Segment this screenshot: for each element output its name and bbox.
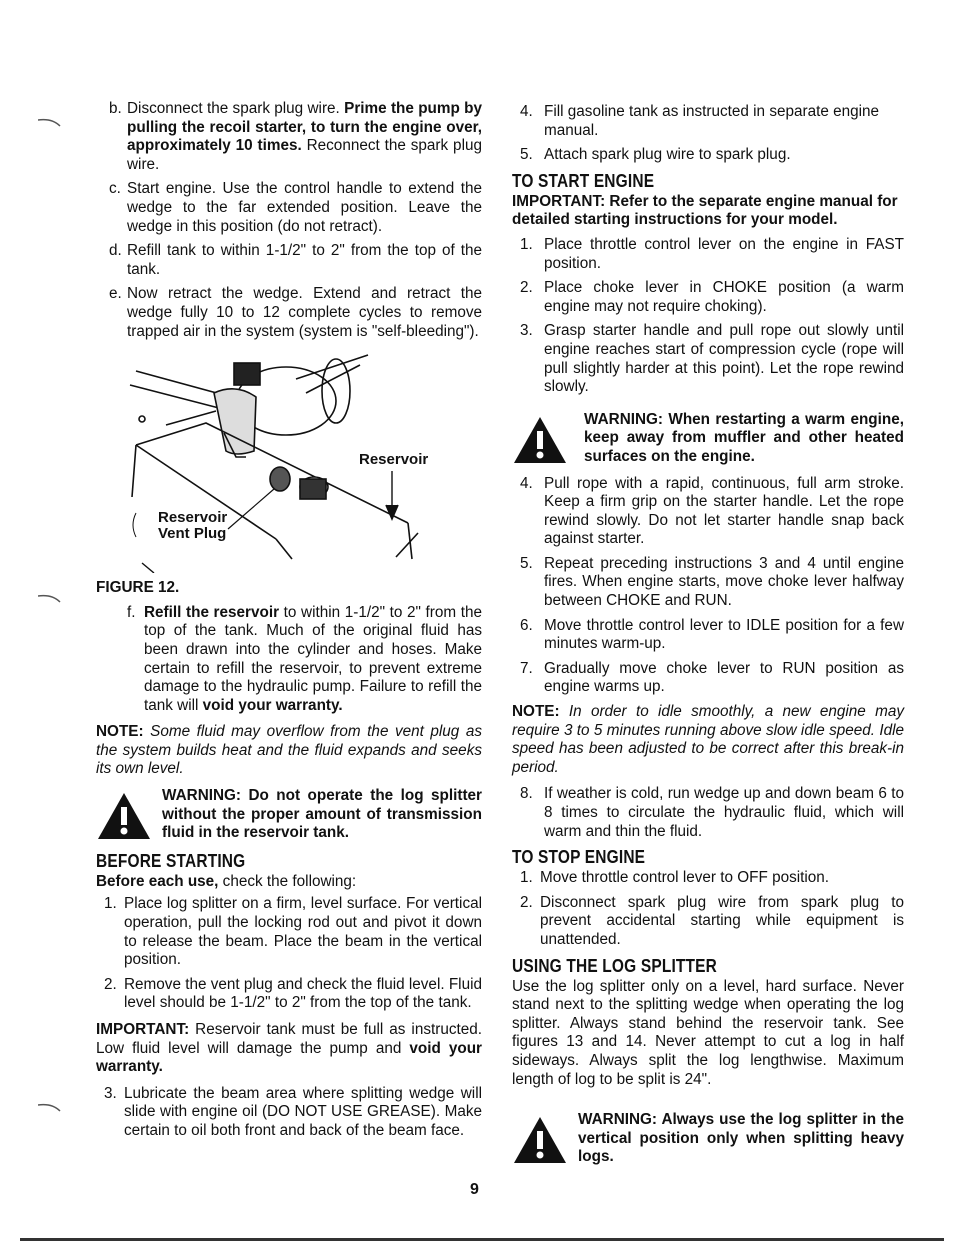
before-item-1: 1. Place log splitter on a firm, level surface. For vertical operation, pull the locking rod out and pivot it down to release the beam. Place the beam in the vertical position. — [104, 895, 482, 969]
before-item-2: 2. Remove the vent plug and check the fluid level. Fluid level should be 1-1/2" to 2" from the top of the tank. — [104, 975, 482, 1012]
heading-to-start-engine: TO START ENGINE — [512, 170, 655, 191]
label-vent-plug: Vent Plug — [158, 525, 227, 543]
using-paragraph: Use the log splitter only on a level, hard surface. Never stand next to the splitting wedge when operating the log splitter. Always stand behind the reservoir tank. See figures 13 and 14. Never attempt to cut a log in half sideways. Always split the log lengthwise. Maximum length of log to be split is 24". — [512, 977, 904, 1088]
warning-triangle-icon — [96, 791, 152, 841]
label-reservoir: Reservoir — [359, 451, 429, 469]
start-item-1: 1. Place throttle control lever on the engine in FAST position. — [520, 235, 904, 272]
note-overflow: NOTE: Some fluid may overflow from the vent plug as the system builds heat and the fluid expands and seeks its own level. — [96, 723, 482, 778]
start-item-7: 7. Gradually move choke lever to RUN position as engine warms up. — [520, 659, 904, 696]
margin-mark — [38, 594, 62, 604]
start-item-5: 5. Repeat preceding instructions 3 and 4 until engine fires. When engine starts, move choke lever halfway between CHOKE and RUN. — [520, 554, 904, 610]
warning-triangle-icon — [512, 415, 568, 465]
before-item-3: 3. Lubricate the beam area where splitting wedge will slide with engine oil (DO NOT USE GREASE). Make certain to oil both front and back of the beam face. — [104, 1084, 482, 1139]
figure-12-illustration — [96, 353, 482, 573]
warning-triangle-icon — [512, 1115, 568, 1165]
bottom-rule — [20, 1238, 944, 1241]
margin-mark — [38, 118, 62, 128]
heading-using-log-splitter: USING THE LOG SPLITTER — [512, 955, 718, 976]
heading-before-starting: BEFORE STARTING — [96, 850, 246, 871]
heading-to-stop-engine: TO STOP ENGINE — [512, 847, 646, 868]
step-d: d. Refill tank to within 1-1/2" to 2" from the top of the tank. — [109, 242, 482, 278]
left-column — [96, 100, 482, 1147]
important-reservoir: IMPORTANT: Reservoir tank must be full as instructed. Low fluid level will damage the pump and void your warranty. — [96, 1021, 482, 1076]
figure-caption: FIGURE 12. — [96, 579, 180, 597]
step-e: e. Now retract the wedge. Extend and retract the wedge fully 10 to 12 complete cycles to remove trapped air in the system (system is "self-bleeding"). — [109, 285, 482, 340]
warning-warm-engine: WARNING: When restarting a warm engine, keep away from muffler and other heated surfaces on the engine. — [512, 411, 904, 467]
step-f: f. Refill the reservoir to within 1-1/2" to 2" from the top of the tank. Much of the original fluid has been drawn into the cylinder and hoses. Make certain to refill the reservoir, to prevent extreme damage to the hydraulic pump. Failure to refill the tank will void your warranty. — [127, 603, 483, 714]
start-item-2: 2. Place choke lever in CHOKE position (a warm engine may not require choking). — [520, 279, 904, 315]
item-5-attach: 5. Attach spark plug wire to spark plug. — [520, 146, 791, 164]
start-item-8: 8. If weather is cold, run wedge up and down beam 6 to 8 times to circulate the hydraulic fluid, which will warm and thin the fluid. — [520, 785, 904, 840]
note-break-in: NOTE: In order to idle smoothly, a new engine may require 3 to 5 minutes running above slow idle speed. Idle speed has been adjusted to be correct after this break-in period. — [512, 703, 904, 776]
item-4-fill: 4. Fill gasoline tank as instructed in separate engine manual. — [520, 103, 880, 139]
page-number: 9 — [470, 1181, 479, 1198]
warning-fluid: WARNING: Do not operate the log splitter without the proper amount of transmission fluid in the reservoir tank. — [96, 787, 482, 843]
start-item-4: 4. Pull rope with a rapid, continuous, full arm stroke. Keep a firm grip on the starter handle. Let the rope rewind slowly. Do not let starter handle snap back against starter. — [520, 474, 904, 548]
warning-vertical-position: WARNING: Always use the log splitter in the vertical position only when splitting heavy logs. — [512, 1111, 904, 1167]
right-column — [512, 103, 904, 1175]
before-intro: Before each use, check the following: — [96, 872, 357, 890]
step-c: c. Start engine. Use the control handle to extend the wedge to the far extended position. Leave the wedge in this position (do not retract). — [109, 180, 482, 235]
start-item-3: 3. Grasp starter handle and pull rope out slowly until engine reaches start of compression cycle (rope will pull slightly harder at this point). Let the rope rewind slowly. — [520, 322, 904, 396]
start-item-6: 6. Move throttle control lever to IDLE position for a few minutes warm-up. — [520, 616, 904, 653]
label-reservoir-vent: Reservoir — [158, 509, 228, 527]
step-b: b. Disconnect the spark plug wire. Prime the pump by pulling the recoil starter, to turn the engine over, approximately 10 times. Reconnect the spark plug wire. — [109, 100, 483, 173]
stop-item-2: 2. Disconnect spark plug wire from spark plug to prevent accidental starting while equipment is unattended. — [520, 893, 904, 948]
important-engine-manual: IMPORTANT: Refer to the separate engine manual for detailed starting instructions for your model. — [512, 192, 898, 229]
margin-mark — [38, 1103, 62, 1113]
stop-item-1: 1. Move throttle control lever to OFF position. — [520, 869, 830, 887]
